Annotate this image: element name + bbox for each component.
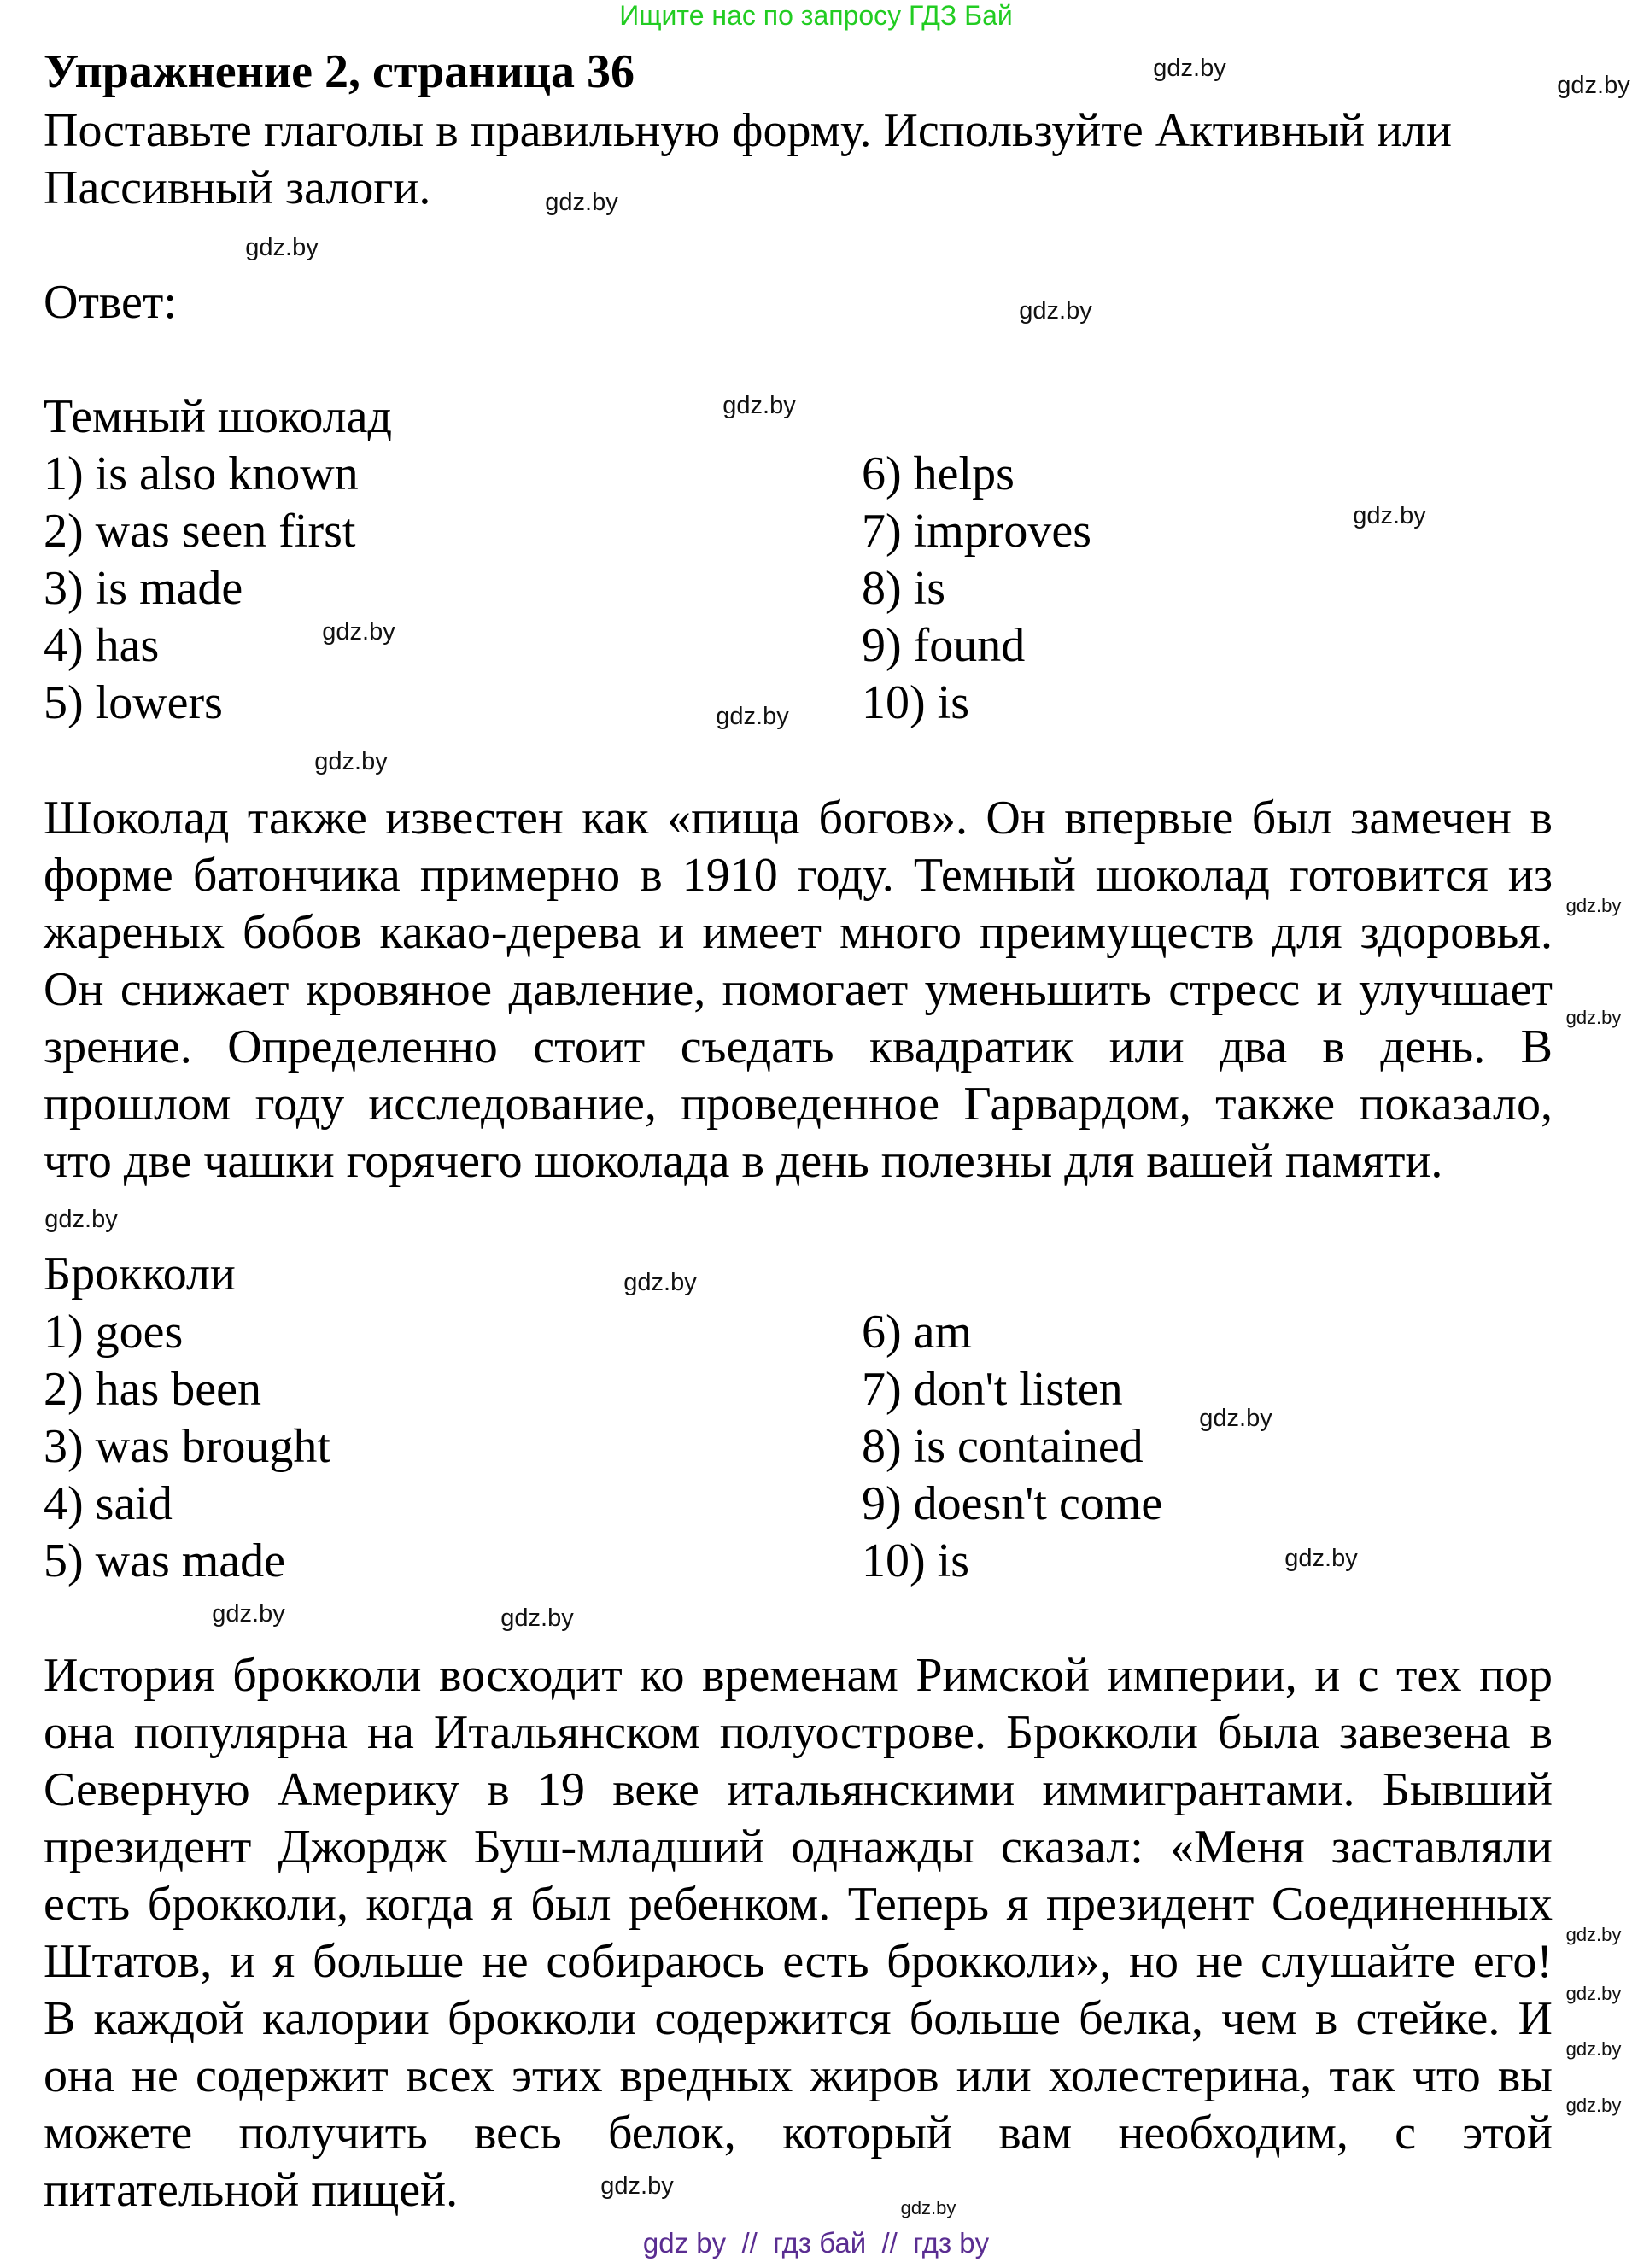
paragraph-line: она популярна на Итальянском полуострове. Брокколи была завезена в: [44, 1706, 1553, 1759]
answer-item: 1) goes: [44, 1306, 184, 1359]
answer-item: 5) was made: [44, 1534, 286, 1587]
paragraph-line: зрение. Определенно стоит съедать квадратик или два в день. В: [44, 1020, 1553, 1073]
answer-item: 9) found: [862, 619, 1026, 672]
answers-left-broccoli: [44, 1304, 330, 1590]
answer-item: 3) was brought: [44, 1420, 330, 1473]
paragraph-line: форме батончика примерно в 1910 году. Темный шоколад готовится из: [44, 849, 1553, 902]
paragraph-line: жареных бобов какао-дерева и имеет много преимуществ для здоровья.: [44, 906, 1553, 959]
watermark: gdz.by: [1019, 297, 1092, 324]
answer-item: 4) said: [44, 1477, 173, 1530]
paragraph-line: что две чашки горячего шоколада в день полезны для вашей памяти.: [44, 1135, 1443, 1188]
watermark: gdz.by: [1284, 1545, 1358, 1572]
watermark: gdz.by: [1557, 72, 1630, 99]
answers-left-chocolate: [44, 446, 359, 732]
watermark: gdz.by: [1565, 1007, 1622, 1028]
paragraph-line: Он снижает кровяное давление, помогает уменьшить стресс и улучшает: [44, 963, 1553, 1016]
watermark: gdz.by: [623, 1269, 697, 1296]
answer-item: 2) has been: [44, 1363, 262, 1416]
answer-item: 9) doesn't come: [862, 1477, 1163, 1530]
watermark: gdz.by: [1199, 1405, 1272, 1432]
instruction-line: Пассивный залоги.: [44, 161, 431, 214]
instruction-line: Поставьте глаголы в правильную форму. Используйте Активный или: [44, 104, 1452, 157]
answer-item: 10) is: [862, 1534, 969, 1587]
watermark: gdz.by: [900, 2197, 956, 2218]
answer-item: 6) am: [862, 1306, 973, 1359]
answer-item: 10) is: [862, 676, 969, 729]
watermark: gdz.by: [1565, 1983, 1622, 2004]
watermark: gdz.by: [1353, 502, 1426, 529]
section-heading-broccoli: Брокколи: [44, 1248, 236, 1301]
answer-label: Ответ:: [44, 276, 177, 329]
watermark: gdz.by: [716, 703, 789, 730]
answer-item: 7) don't listen: [862, 1363, 1123, 1416]
watermark: gdz.by: [1565, 895, 1622, 916]
paragraph-line: прошлом году исследование, проведенное Гарвардом, также показало,: [44, 1078, 1553, 1131]
translation-chocolate: [44, 790, 1553, 1190]
paragraph-line: Штатов, и я больше не собираюсь есть брокколи», но не слушайте его!: [44, 1935, 1553, 1988]
answer-item: 7) improves: [862, 505, 1092, 558]
watermark: gdz.by: [545, 189, 618, 216]
paragraph-line: президент Джордж Буш-младший однажды сказал: «Меня заставляли: [44, 1821, 1553, 1873]
instruction: [44, 102, 1452, 217]
paragraph-line: История брокколи восходит ко временам Римской империи, и с тех пор: [44, 1649, 1553, 1702]
answer-item: 6) helps: [862, 447, 1015, 500]
translation-broccoli: [44, 1647, 1553, 2219]
paragraph-line: есть брокколи, когда я был ребенком. Теперь я президент Соединенных: [44, 1878, 1553, 1931]
paragraph-line: можете получить весь белок, который вам необходим, с этой: [44, 2107, 1553, 2160]
watermark: gdz.by: [500, 1605, 574, 1632]
paragraph-line: питательной пищей.: [44, 2164, 459, 2217]
paragraph-line: В каждой калории брокколи содержится больше белка, чем в стейке. И: [44, 1992, 1553, 2045]
watermark: gdz.by: [1565, 1924, 1622, 1945]
answer-item: 4) has: [44, 619, 160, 672]
footer-links: gdz by // гдз бай // гдз by: [642, 2227, 990, 2259]
answer-item: 2) was seen first: [44, 505, 356, 558]
watermark: gdz.by: [600, 2172, 674, 2200]
watermark: gdz.by: [1153, 55, 1226, 82]
answer-item: 3) is made: [44, 562, 243, 615]
answers-right-chocolate: [862, 446, 1091, 732]
search-banner: Ищите нас по запросу ГДЗ Бай: [619, 0, 1013, 31]
watermark: gdz.by: [1565, 2038, 1622, 2060]
watermark: gdz.by: [322, 618, 395, 646]
answer-item: 8) is: [862, 562, 945, 615]
paragraph-line: Северную Америку в 19 веке итальянскими иммигрантами. Бывший: [44, 1763, 1553, 1816]
answer-item: 1) is also known: [44, 447, 359, 500]
paragraph-line: она не содержит всех этих вредных жиров или холестерина, так что вы: [44, 2049, 1553, 2102]
page-title: Упражнение 2, страница 36: [44, 45, 635, 98]
watermark: gdz.by: [245, 234, 319, 261]
answer-item: 8) is contained: [862, 1420, 1144, 1473]
answers-right-broccoli: [862, 1304, 1162, 1590]
section-heading-chocolate: Темный шоколад: [44, 390, 392, 443]
watermark: gdz.by: [314, 748, 388, 775]
answer-item: 5) lowers: [44, 676, 223, 729]
paragraph-line: Шоколад также известен как «пища богов». Он впервые был замечен в: [44, 792, 1553, 845]
watermark: gdz.by: [1565, 2095, 1622, 2116]
watermark: gdz.by: [44, 1206, 118, 1233]
watermark: gdz.by: [212, 1600, 285, 1628]
watermark: gdz.by: [722, 392, 796, 419]
